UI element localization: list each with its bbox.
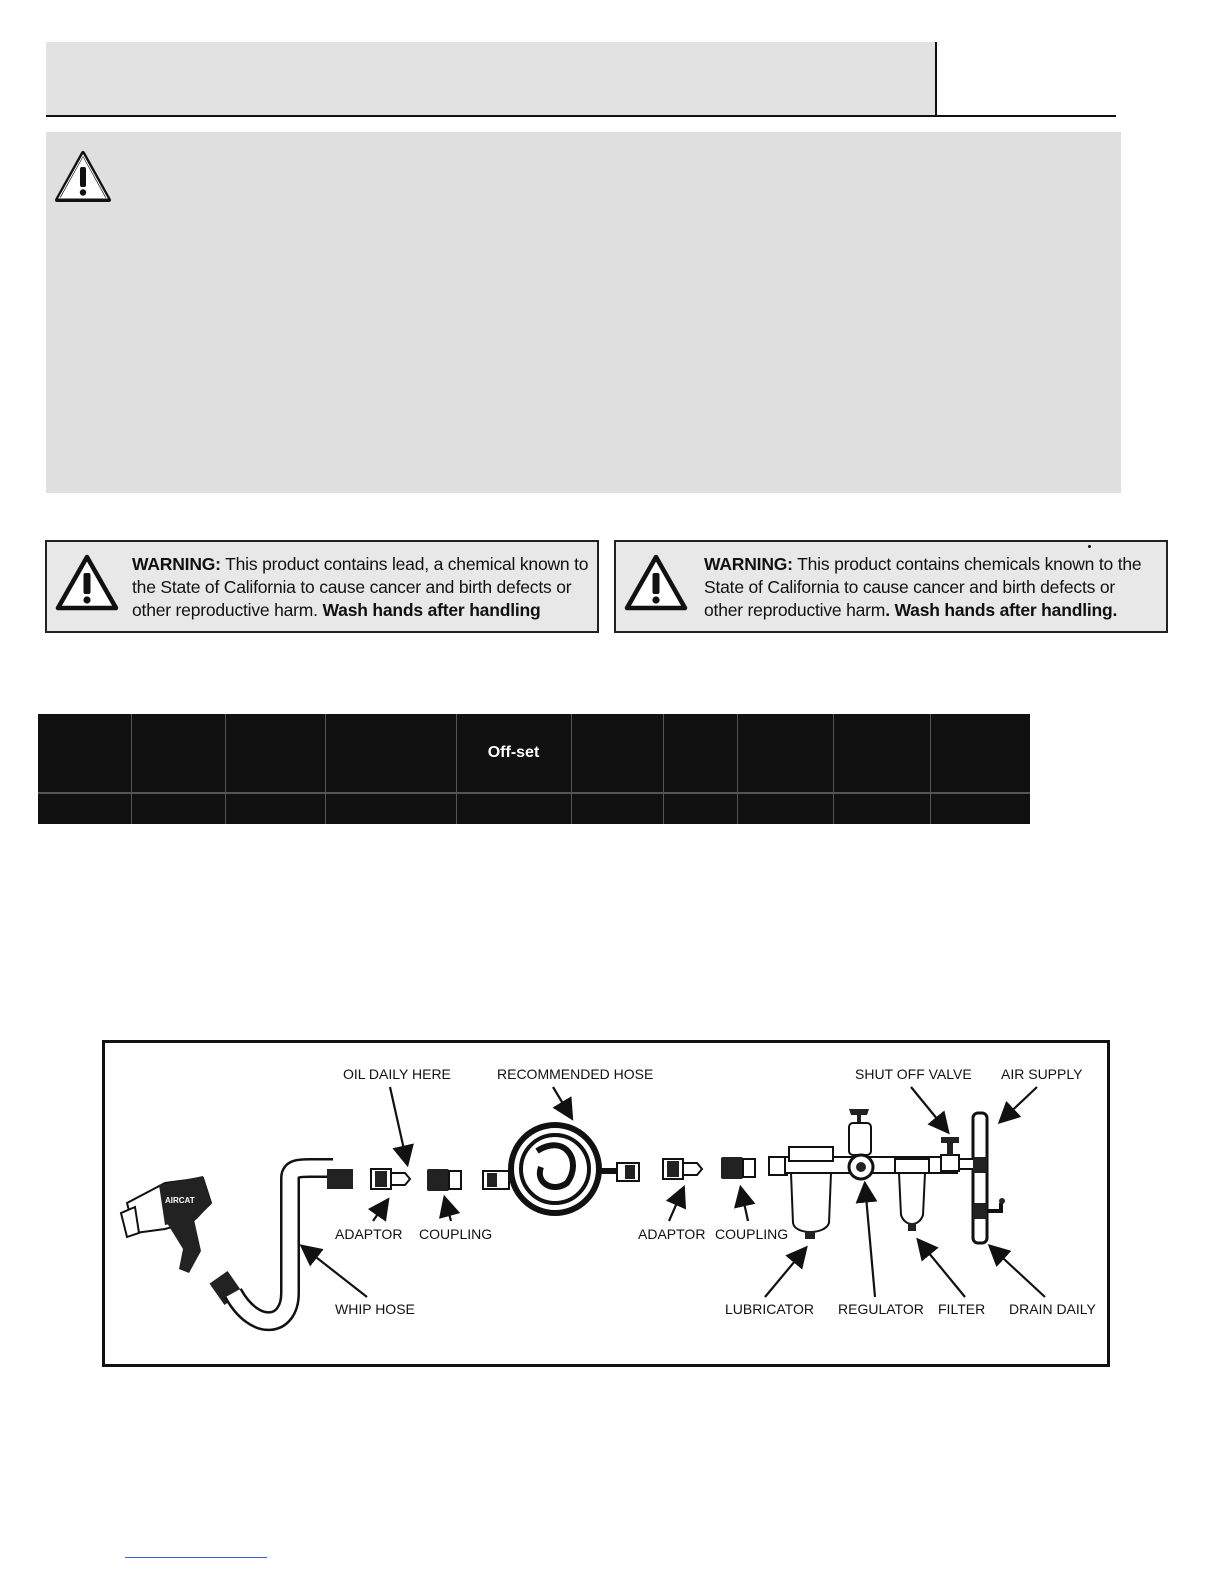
impact-wrench-tool bbox=[121, 1176, 211, 1273]
header-rule bbox=[46, 115, 1116, 117]
coupling-1 bbox=[427, 1169, 461, 1191]
warning-emphasis: . Wash hands after handling. bbox=[885, 600, 1118, 620]
label-recommended-hose: RECOMMENDED HOSE bbox=[497, 1066, 654, 1082]
table-header-cell bbox=[571, 714, 663, 793]
warning-body: This product contains chemicals known to the State of California to cause cancer and birth defects or other reproductive harm bbox=[704, 554, 1142, 620]
label-shut-off-valve: SHUT OFF VALVE bbox=[855, 1066, 972, 1082]
coupling-2 bbox=[721, 1157, 755, 1179]
label-filter: FILTER bbox=[938, 1301, 986, 1317]
warning-label: WARNING: bbox=[704, 554, 793, 574]
whip-hose-end-fitting bbox=[327, 1169, 353, 1189]
table-cell bbox=[225, 793, 325, 824]
table-header-cell bbox=[38, 714, 131, 793]
table-cell bbox=[930, 793, 1030, 824]
label-coupling-2: COUPLING bbox=[715, 1226, 789, 1242]
specifications-table bbox=[38, 714, 1030, 824]
table-header-cell: Off-set bbox=[456, 714, 571, 793]
adaptor-2 bbox=[663, 1159, 702, 1179]
label-coupling-1: COUPLING bbox=[419, 1226, 493, 1242]
table-cell bbox=[131, 793, 225, 824]
warning-triangle-icon bbox=[55, 554, 119, 612]
prop65-warning-lead bbox=[45, 540, 599, 633]
table-header-cell bbox=[131, 714, 225, 793]
safety-instructions-panel bbox=[46, 132, 1121, 493]
warning-triangle-icon bbox=[624, 554, 688, 612]
label-air-supply: AIR SUPPLY bbox=[1001, 1066, 1083, 1082]
table-header-cell bbox=[663, 714, 737, 793]
header-band bbox=[46, 42, 936, 115]
footer-link-underline bbox=[125, 1557, 267, 1558]
table-cell bbox=[737, 793, 833, 824]
label-drain-daily: DRAIN DAILY bbox=[1009, 1301, 1096, 1317]
air-system-diagram bbox=[102, 1040, 1110, 1367]
table-header-row bbox=[38, 714, 1030, 793]
tool-brand: AIRCAT bbox=[165, 1196, 195, 1205]
warning-body: This product contains lead, a chemical known to the State of California to cause cancer and birth defects or other reproductive harm. bbox=[132, 554, 589, 620]
table-cell bbox=[38, 793, 131, 824]
adaptor-1 bbox=[371, 1169, 410, 1189]
recommended-hose-coil bbox=[483, 1125, 639, 1213]
table-header-cell bbox=[737, 714, 833, 793]
table-header-cell bbox=[930, 714, 1030, 793]
table-cell bbox=[456, 793, 571, 824]
frl-unit bbox=[769, 1109, 1005, 1243]
warning-text bbox=[704, 553, 1154, 622]
label-oil-daily-here: OIL DAILY HERE bbox=[343, 1066, 451, 1082]
warning-emphasis: Wash hands after handling bbox=[322, 600, 541, 620]
table-header-cell bbox=[225, 714, 325, 793]
label-adaptor-1: ADAPTOR bbox=[335, 1226, 403, 1242]
label-whip-hose: WHIP HOSE bbox=[335, 1301, 415, 1317]
warning-triangle-icon bbox=[54, 150, 112, 204]
warning-text bbox=[132, 553, 597, 622]
table-header-cell bbox=[833, 714, 930, 793]
label-lubricator: LUBRICATOR bbox=[725, 1301, 814, 1317]
pointer-arrows bbox=[303, 1087, 1045, 1297]
header-divider bbox=[935, 42, 937, 116]
diagram-drawing bbox=[105, 1043, 1107, 1364]
stray-dot bbox=[1088, 545, 1091, 548]
label-regulator: REGULATOR bbox=[838, 1301, 924, 1317]
warning-label: WARNING: bbox=[132, 554, 221, 574]
label-adaptor-2: ADAPTOR bbox=[638, 1226, 706, 1242]
table-cell bbox=[663, 793, 737, 824]
table-header-cell bbox=[325, 714, 456, 793]
table-cell bbox=[325, 793, 456, 824]
table-row bbox=[38, 793, 1030, 824]
table-cell bbox=[571, 793, 663, 824]
prop65-warning-chemicals bbox=[614, 540, 1168, 633]
table-cell bbox=[833, 793, 930, 824]
